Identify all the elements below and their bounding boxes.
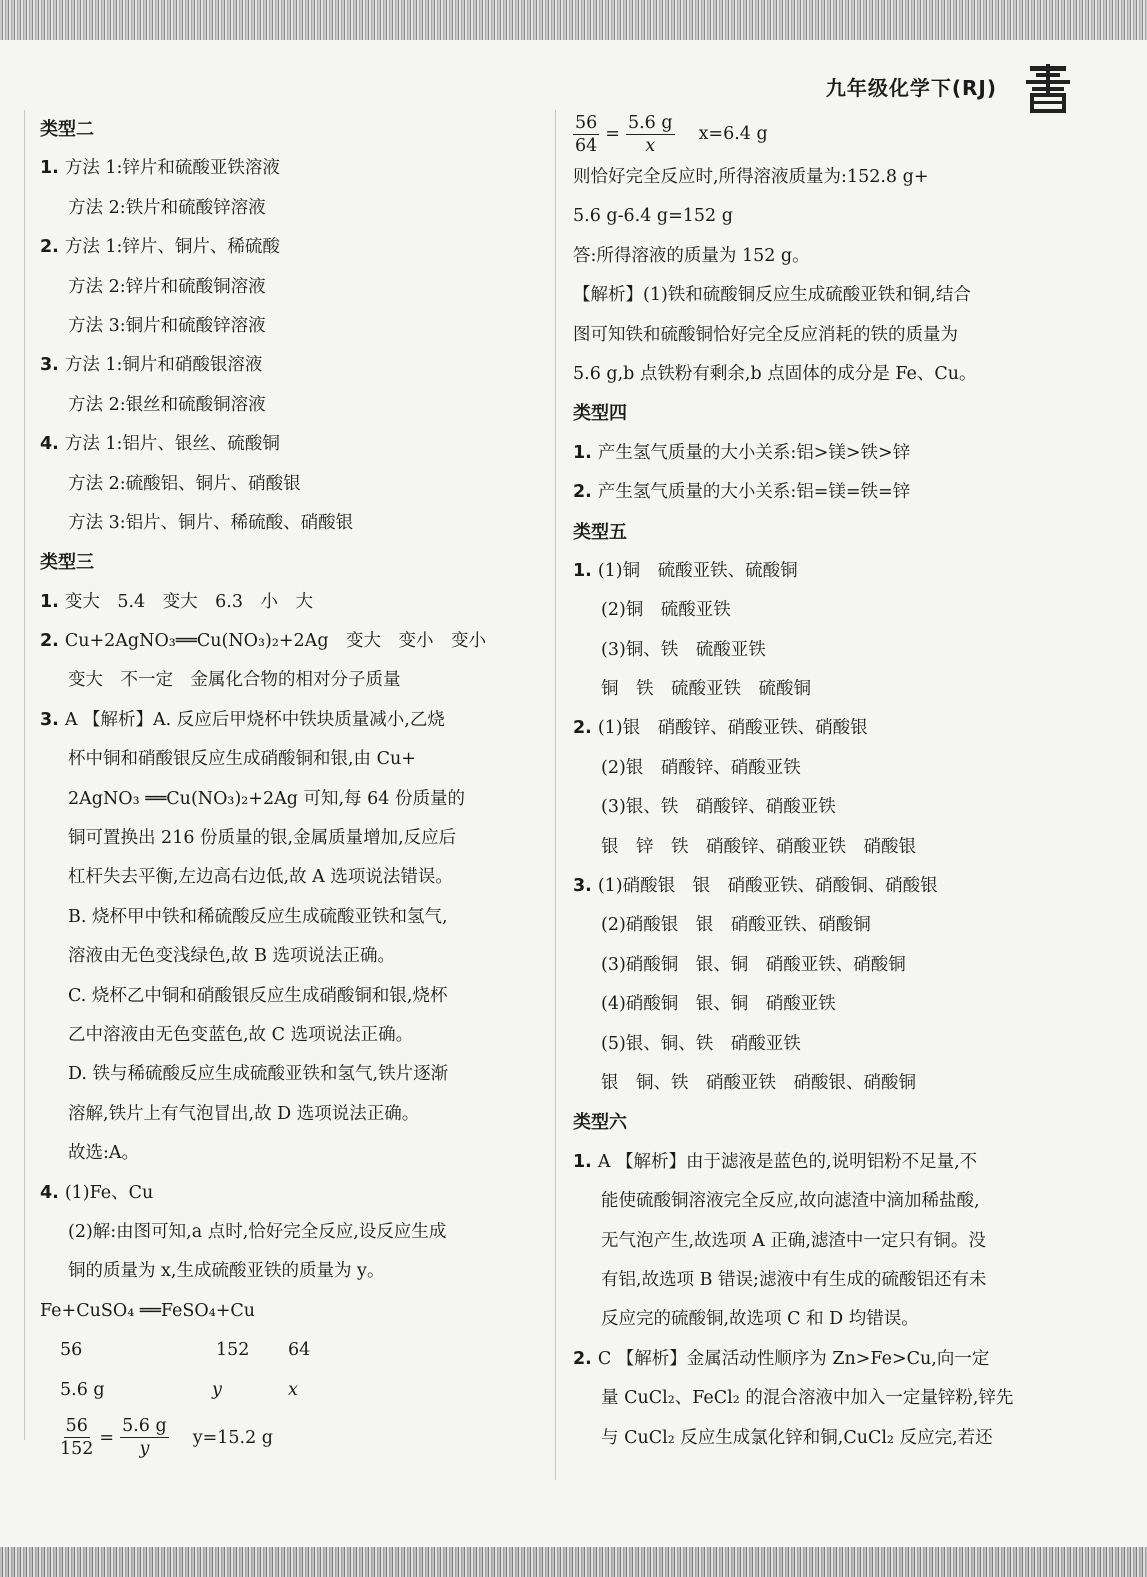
answer-line: 铜 铁 硫酸亚铁 硫酸铜 <box>601 679 811 700</box>
answer-line: 故选:A。 <box>68 1143 140 1164</box>
answer-line: 则恰好完全反应时,所得溶液质量为:152.8 g+ <box>573 167 929 187</box>
answer-line: 1. 方法 1:锌片和硫酸亚铁溶液 <box>40 158 280 179</box>
answer-line: 1. 产生氢气质量的大小关系:铝>镁>铁>锌 <box>573 442 911 463</box>
answer-line: 3. A 【解析】A. 反应后甲烧杯中铁块质量减小,乙烧 <box>40 709 445 730</box>
answer-line: (2)硝酸银 银 硝酸亚铁、硝酸铜 <box>601 915 871 936</box>
answer-line: 方法 3:铝片、铜片、稀硫酸、硝酸银 <box>68 512 354 533</box>
answer-line: 5.6 g,b 点铁粉有剩余,b 点固体的成分是 Fe、Cu。 <box>573 363 977 384</box>
answer-line: 答:所得溶液的质量为 152 g。 <box>573 245 810 266</box>
answer-line: 2. 产生氢气质量的大小关系:铝=镁=铁=锌 <box>573 482 911 503</box>
mass-row: 56 152 64 <box>60 1340 311 1361</box>
section-heading: 类型二 <box>40 119 94 140</box>
answer-line: (3)银、铁 硝酸锌、硝酸亚铁 <box>601 797 836 818</box>
page-header-title: 九年级化学下(RJ) <box>825 76 997 100</box>
answer-line: 2. (1)银 硝酸锌、硝酸亚铁、硝酸银 <box>573 718 868 739</box>
answer-line: (4)硝酸铜 银、铜 硝酸亚铁 <box>601 994 836 1015</box>
answer-line: (5)银、铜、铁 硝酸亚铁 <box>601 1033 801 1054</box>
answer-line: 2AgNO₃ ══Cu(NO₃)₂+2Ag 可知,每 64 份质量的 <box>68 788 465 809</box>
answer-line: 5.6 g-6.4 g=152 g <box>573 206 733 227</box>
answer-line: 铜可置换出 216 份质量的银,金属质量增加,反应后 <box>68 828 457 849</box>
book-logo-icon <box>1022 62 1074 114</box>
proportion-equation: $\frac{56}{64}$ = $\frac{5.6 g}{x}$ x=6.4 g <box>575 112 768 156</box>
answer-line: (3)铜、铁 硫酸亚铁 <box>601 639 766 660</box>
answer-line: 2. C 【解析】金属活动性顺序为 Zn>Fe>Cu,向一定 <box>573 1348 990 1369</box>
answer-line: 【解析】(1)铁和硫酸铜反应生成硫酸亚铁和铜,结合 <box>573 285 971 306</box>
answer-line: 方法 2:银丝和硫酸铜溶液 <box>68 394 266 415</box>
answer-line: 方法 2:硫酸铝、铜片、硝酸银 <box>68 473 301 494</box>
answer-line: 方法 2:锌片和硫酸铜溶液 <box>68 276 266 297</box>
answer-line: 2. 方法 1:锌片、铜片、稀硫酸 <box>40 237 280 258</box>
answer-line: 杠杆失去平衡,左边高右边低,故 A 选项说法错误。 <box>68 867 453 888</box>
answer-line: 银 铜、铁 硝酸亚铁 硝酸银、硝酸铜 <box>601 1072 916 1093</box>
answer-line: 银 锌 铁 硝酸锌、硝酸亚铁 硝酸银 <box>601 836 916 857</box>
right-column <box>573 110 1073 1458</box>
answer-line: 杯中铜和硝酸银反应生成硝酸铜和银,由 Cu+ <box>68 749 416 770</box>
answer-line: 反应完的硫酸铜,故选项 C 和 D 均错误。 <box>601 1309 919 1330</box>
answer-line: C. 烧杯乙中铜和硝酸银反应生成硝酸铜和银,烧杯 <box>68 985 448 1006</box>
section-heading: 类型五 <box>573 521 627 543</box>
answer-line: 乙中溶液由无色变蓝色,故 C 选项说法正确。 <box>68 1024 414 1045</box>
answer-line: 方法 3:铜片和硫酸锌溶液 <box>68 315 266 336</box>
answer-line: 图可知铁和硫酸铜恰好完全反应消耗的铁的质量为 <box>573 324 958 345</box>
answer-line: 1. (1)铜 硫酸亚铁、硫酸铜 <box>573 560 798 581</box>
section-heading: 类型四 <box>573 403 627 425</box>
answer-line: 能使硫酸铜溶液完全反应,故向滤渣中滴加稀盐酸, <box>601 1191 980 1212</box>
answer-line: 4. 方法 1:铝片、银丝、硫酸铜 <box>40 434 280 455</box>
left-column <box>40 110 540 1466</box>
answer-line: 无气泡产生,故选项 A 正确,滤渣中一定只有铜。没 <box>601 1230 986 1251</box>
answer-line: (2)铜 硫酸亚铁 <box>601 600 731 621</box>
column-divider <box>555 110 556 1480</box>
mass-row: 5.6 g y x <box>60 1379 298 1400</box>
answer-line: 溶液由无色变浅绿色,故 B 选项说法正确。 <box>68 946 396 967</box>
answer-line: (3)硝酸铜 银、铜 硝酸亚铁、硝酸铜 <box>601 954 906 975</box>
answer-line: 与 CuCl₂ 反应生成氯化锌和铜,CuCl₂ 反应完,若还 <box>601 1427 993 1448</box>
answer-line: 1. A 【解析】由于滤液是蓝色的,说明铝粉不足量,不 <box>573 1151 978 1172</box>
answer-line: (2)银 硝酸锌、硝酸亚铁 <box>601 757 801 778</box>
section-heading: 类型六 <box>573 1112 627 1134</box>
answer-line: 有铝,故选项 B 错误;滤液中有生成的硫酸铝还有未 <box>601 1269 987 1290</box>
answer-line: 方法 2:铁片和硫酸锌溶液 <box>68 197 266 218</box>
answer-line: 3. (1)硝酸银 银 硝酸亚铁、硝酸铜、硝酸银 <box>573 876 938 897</box>
answer-line: 铜的质量为 x,生成硫酸亚铁的质量为 y。 <box>68 1261 385 1282</box>
answer-line: 2. Cu+2AgNO₃══Cu(NO₃)₂+2Ag 变大 变小 变小 <box>40 631 487 652</box>
scan-band-top <box>0 0 1147 40</box>
answer-line: D. 铁与稀硫酸反应生成硫酸亚铁和氢气,铁片逐渐 <box>68 1064 449 1085</box>
answer-line: 溶解,铁片上有气泡冒出,故 D 选项说法正确。 <box>68 1103 420 1124</box>
answer-line: 3. 方法 1:铜片和硝酸银溶液 <box>40 355 263 376</box>
left-margin-rule <box>24 110 25 1440</box>
answer-line: 变大 不一定 金属化合物的相对分子质量 <box>68 670 401 691</box>
answer-line: 4. (1)Fe、Cu <box>40 1182 154 1203</box>
answer-line: B. 烧杯甲中铁和稀硫酸反应生成硫酸亚铁和氢气, <box>68 906 448 927</box>
answer-line: (2)解:由图可知,a 点时,恰好完全反应,设反应生成 <box>68 1221 447 1242</box>
proportion-equation: $\frac{56}{152}$ = $\frac{5.6 g}{y}$ y=15.2 g <box>60 1416 273 1460</box>
section-heading: 类型三 <box>40 552 94 574</box>
equation-line: Fe+CuSO₄ ══FeSO₄+Cu <box>40 1300 256 1321</box>
scan-band-bottom <box>0 1547 1147 1577</box>
answer-line: 量 CuCl₂、FeCl₂ 的混合溶液中加入一定量锌粉,锌先 <box>601 1388 1014 1409</box>
answer-line: 1. 变大 5.4 变大 6.3 小 大 <box>40 591 313 612</box>
